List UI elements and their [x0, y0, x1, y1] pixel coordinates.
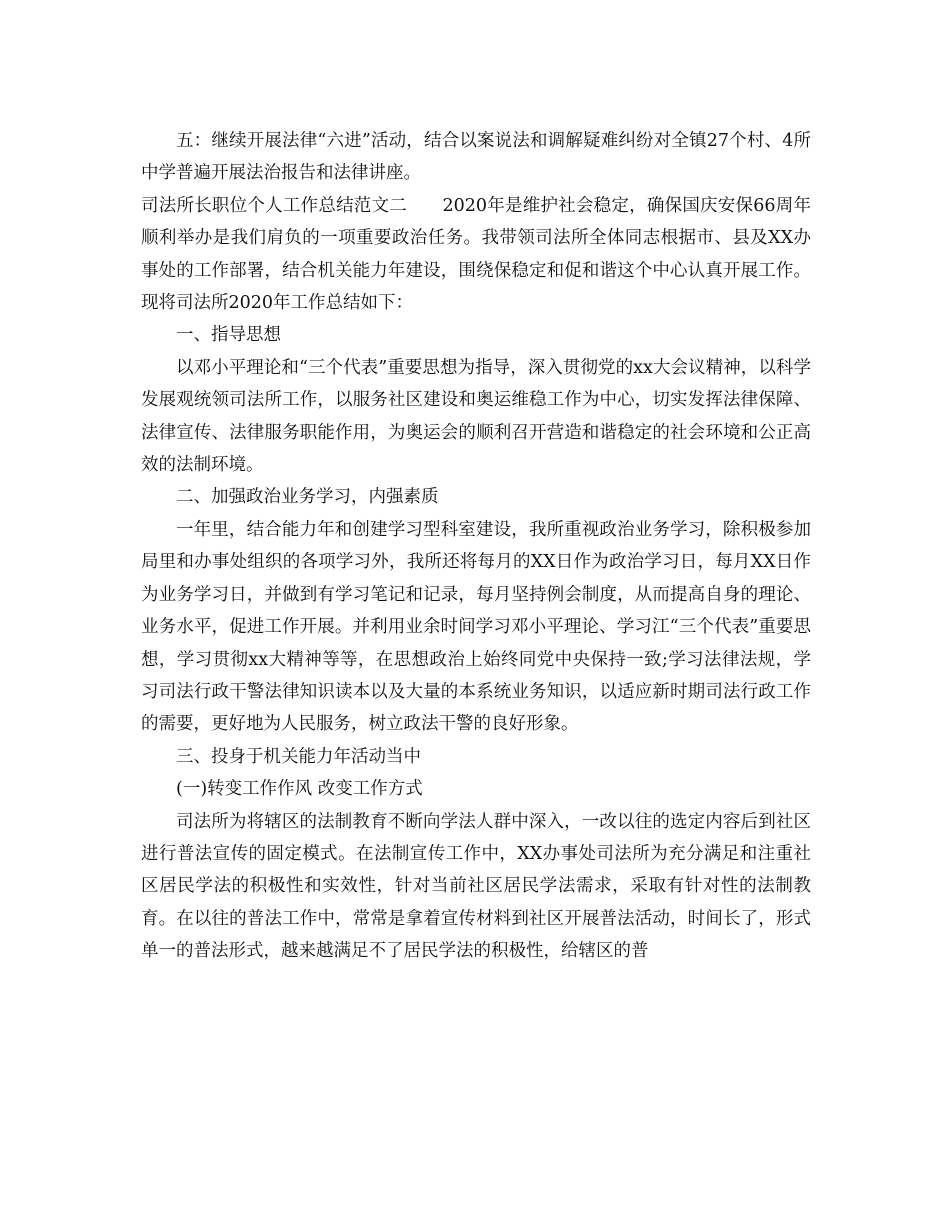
heading-capability-year: 三、投身于机关能力年活动当中 — [176, 746, 421, 767]
paragraph-3: 以邓小平理论和“三个代表”重要思想为指导，深入贯彻党的xx大会议精神，以科学发展观统领司法所工作，以服务社区建设和奥运维稳工作为中心，切实发挥法律保障、法律宣传、法律服务职能作用，为奥运会的顺利召开营造和谐稳定的社会环境和公正高效的法制环境。 — [141, 357, 811, 476]
heading-guiding-thought: 一、指导思想 — [176, 325, 281, 346]
paragraph-4: 一年里，结合能力年和创建学习型科室建设，我所重视政治业务学习，除积极参加局里和办事处组织的各项学习外，我所还将每月的XX日作为政治学习日，每月XX日作为业务学习日，并做到有学习笔记和记录，每月坚持例会制度，从而提高自身的理论、业务水平，促进工作开展。并利用业余时间学习邓小平理论、学习江“三个代表”重要思想，学习贯彻xx大精神等等，在思想政治上始终同党中央保持一致;学习法律法规，学习司法行政干警法律知识读本以及大量的本系统业务知识，以适应新时期司法行政工作的需要，更好地为人民服务，树立政法干警的良好形象。 — [141, 519, 811, 735]
heading-political-study: 二、加强政治业务学习，内强素质 — [176, 487, 439, 508]
paragraph-5: 司法所为将辖区的法制教育不断向学法人群中深入，一改以往的选定内容后到社区进行普法宣传的固定模式。在法制宣传工作中，XX办事处司法所为充分满足和注重社区居民学法的积极性和实效性，针对当前社区居民学法需求，采取有针对性的法制教育。在以往的普法工作中，常常是拿着宣传材料到社区开展普法活动，时间长了，形式单一的普法形式，越来越满足不了居民学法的积极性，给辖区的普 — [141, 811, 811, 962]
subheading-work-style: (一)转变工作作风 改变工作方式 — [176, 779, 423, 800]
paragraph-2: 司法所长职位个人工作总结范文二 2020年是维护社会稳定，确保国庆安保66周年顺利举办是我们肩负的一项重要政治任务。我带领司法所全体同志根据市、县及XX办事处的工作部署，结合机关能力年建设，围绕保稳定和促和谐这个中心认真开展工作。现将司法所2020年工作总结如下： — [141, 195, 811, 314]
paragraph-1: 五：继续开展法律“六进”活动，结合以案说法和调解疑难纠纷对全镇27个村、4所中学普遍开展法治报告和法律讲座。 — [141, 131, 811, 184]
document-body — [141, 125, 811, 968]
